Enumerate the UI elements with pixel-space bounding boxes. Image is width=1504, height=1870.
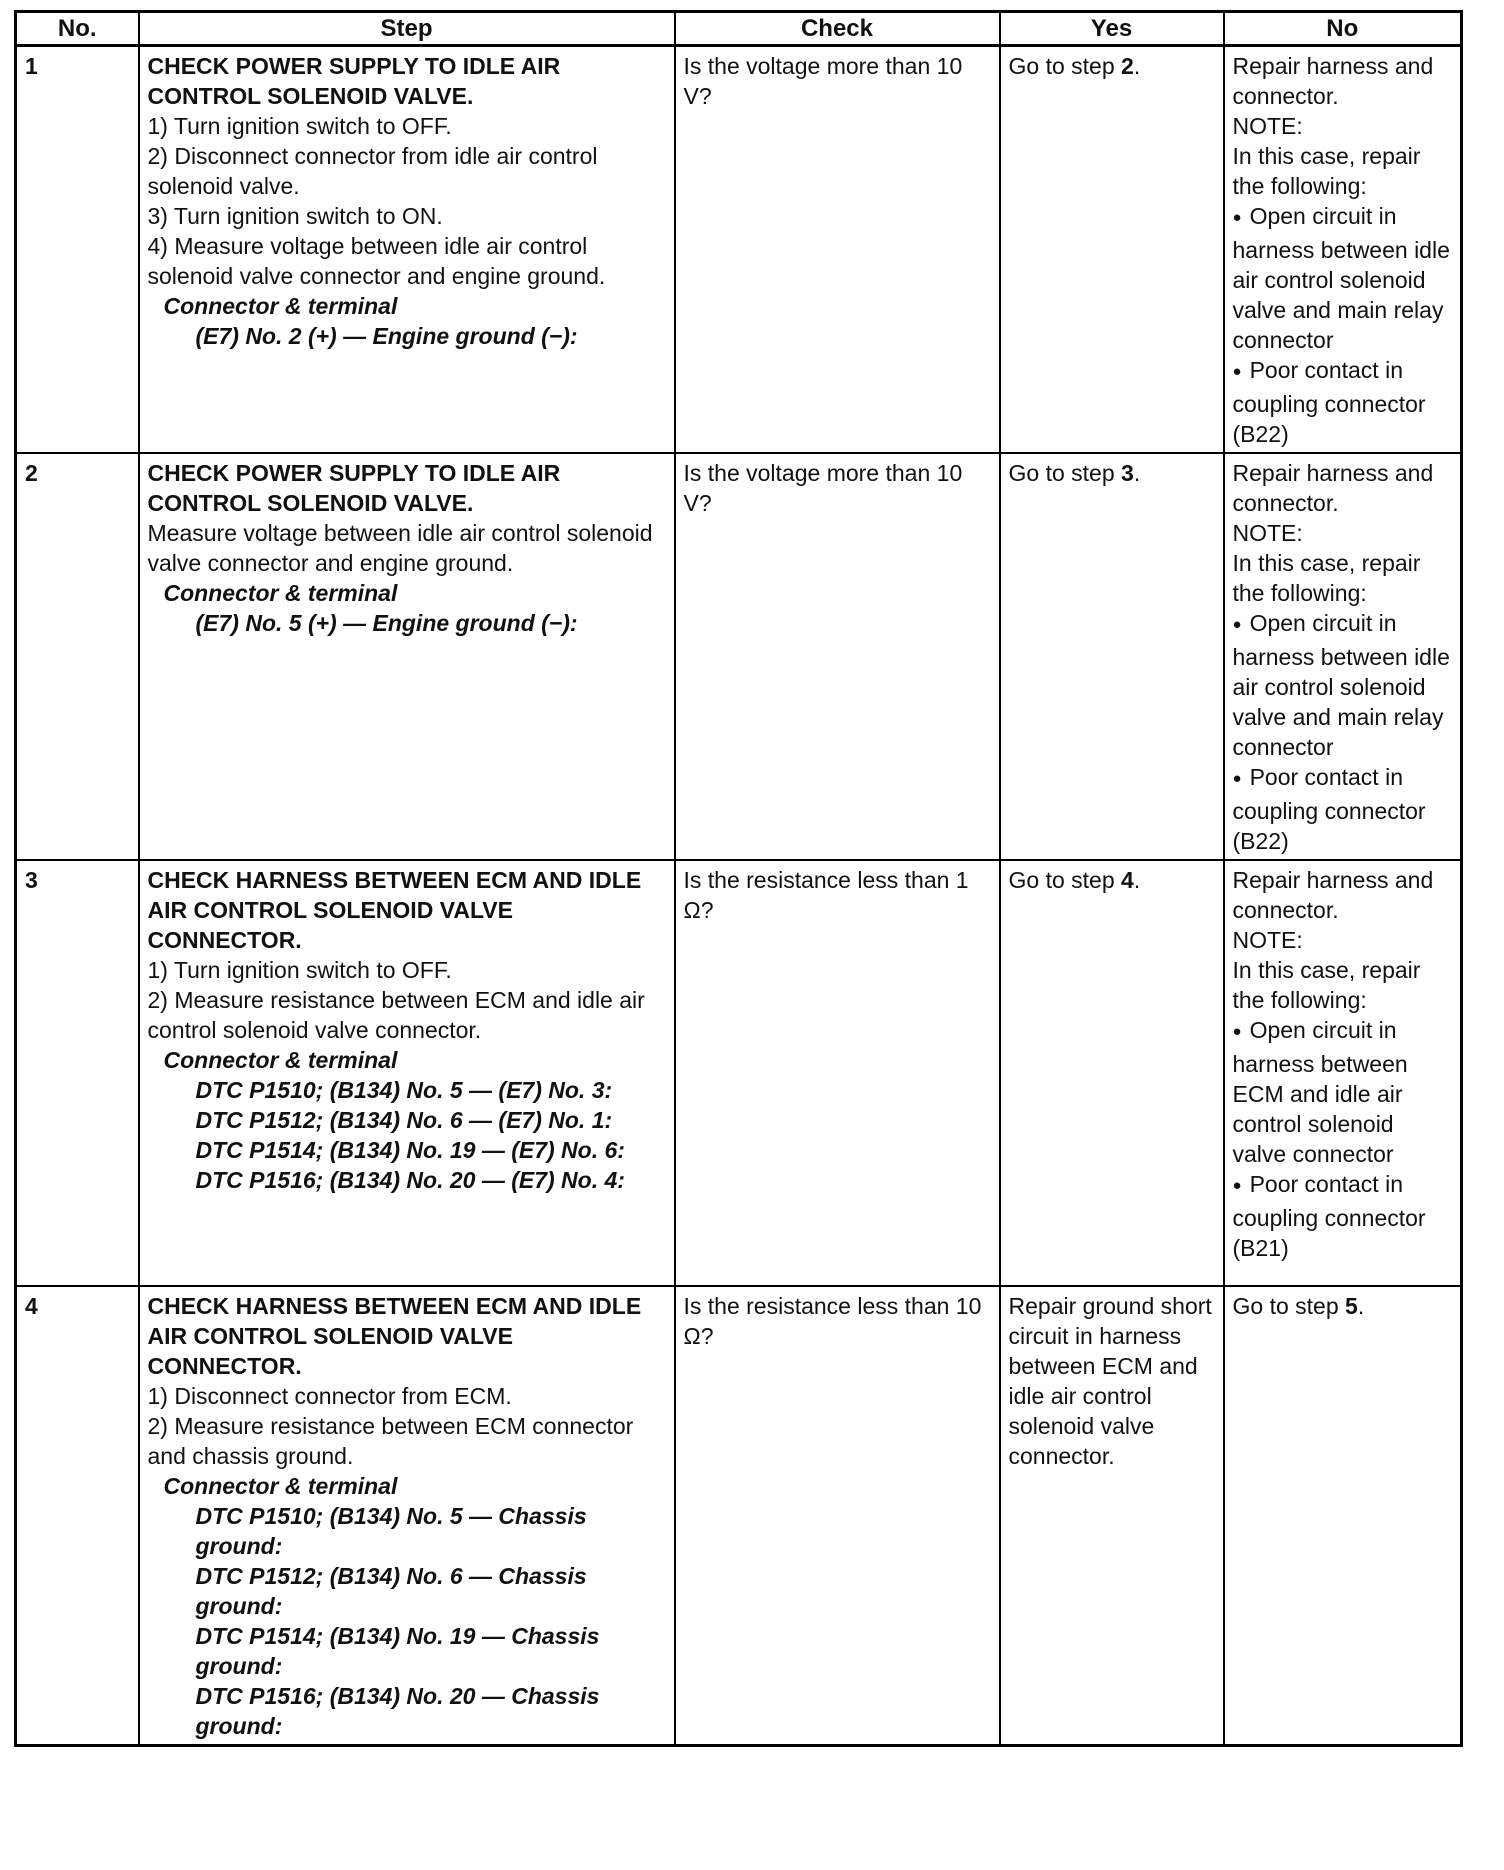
header-step: Step [139,12,675,46]
connector-terminal-label: Connector & terminal [163,1047,398,1073]
step-line: 2) Disconnect connector from idle air control solenoid valve. [147,143,598,199]
step-title: CHECK POWER SUPPLY TO IDLE AIR CONTROL SOLENOID VALVE. [147,460,561,516]
no-cell [1224,46,1462,454]
bullet-item: ● Open circuit in harness between idle air control solenoid valve and main relay connector [1233,608,1454,762]
check-cell: Is the voltage more than 10 V? [675,46,1000,454]
step-line: 3) Turn ignition switch to ON. [147,203,443,229]
table-row [16,453,1462,860]
terminal-spec: DTC P1512; (B134) No. 6 — Chassis ground: [195,1563,587,1619]
step-line: 1) Turn ignition switch to OFF. [147,957,452,983]
step-title: CHECK HARNESS BETWEEN ECM AND IDLE AIR CONTROL SOLENOID VALVE CONNECTOR. [147,1293,642,1379]
no-cell [1224,860,1462,1286]
check-cell: Is the resistance less than 1 Ω? [675,860,1000,1286]
step-cell [139,860,675,1286]
header-no-result: No [1224,12,1462,46]
check-cell: Is the resistance less than 10 Ω? [675,1286,1000,1746]
terminal-spec: DTC P1512; (B134) No. 6 — (E7) No. 1: [195,1107,613,1133]
header-no: No. [16,12,139,46]
no-action: Repair harness and connector. [1232,53,1434,109]
header-row [16,12,1462,46]
terminal-spec: DTC P1514; (B134) No. 19 — (E7) No. 6: [195,1137,625,1163]
step-title: CHECK POWER SUPPLY TO IDLE AIR CONTROL SOLENOID VALVE. [147,53,561,109]
no-action: Repair harness and connector. [1232,460,1434,516]
step-line: 2) Measure resistance between ECM and idle air control solenoid valve connector. [147,987,645,1043]
step-line: Measure voltage between idle air control solenoid valve connector and engine ground. [147,520,653,576]
no-prefix: Go to step [1232,1293,1346,1319]
step-cell [139,1286,675,1746]
no-step-number: 5 [1345,1293,1358,1319]
step-cell [139,453,675,860]
note-label: NOTE: [1232,113,1303,139]
bullet-item: ● Poor contact in coupling connector (B21) [1233,1169,1454,1263]
yes-cell: Repair ground short circuit in harness between ECM and idle air control solenoid valve connector. [1000,1286,1224,1746]
yes-suffix: . [1133,867,1141,893]
terminal-spec: (E7) No. 2 (+) — Engine ground (−): [195,323,578,349]
step-line: 2) Measure resistance between ECM connector and chassis ground. [147,1413,634,1469]
terminal-spec: DTC P1514; (B134) No. 19 — Chassis ground: [195,1623,600,1679]
row-number: 1 [16,46,139,454]
table-row [16,860,1462,1286]
terminal-spec: (E7) No. 5 (+) — Engine ground (−): [195,610,578,636]
note-text: In this case, repair the following: [1232,957,1421,1013]
terminal-spec: DTC P1510; (B134) No. 5 — (E7) No. 3: [195,1077,613,1103]
bullet-item: ● Open circuit in harness between ECM and idle air control solenoid valve connector [1233,1015,1454,1169]
note-label: NOTE: [1232,927,1303,953]
header-yes: Yes [1000,12,1224,46]
row-number: 4 [16,1286,139,1746]
row-number: 3 [16,860,139,1286]
step-title: CHECK HARNESS BETWEEN ECM AND IDLE AIR CONTROL SOLENOID VALVE CONNECTOR. [147,867,642,953]
yes-prefix: Go to step [1008,53,1122,79]
no-cell [1224,1286,1462,1746]
table-row [16,1286,1462,1746]
no-suffix: . [1357,1293,1365,1319]
yes-suffix: . [1133,460,1141,486]
no-action: Repair harness and connector. [1232,867,1434,923]
check-cell: Is the voltage more than 10 V? [675,453,1000,860]
step-cell [139,46,675,454]
note-text: In this case, repair the following: [1232,143,1421,199]
no-cell [1224,453,1462,860]
connector-terminal-label: Connector & terminal [163,580,398,606]
row-number: 2 [16,453,139,860]
yes-step-number: 4 [1121,867,1134,893]
bullet-item: ● Open circuit in harness between idle air control solenoid valve and main relay connector [1233,201,1454,355]
terminal-spec: DTC P1510; (B134) No. 5 — Chassis ground: [195,1503,587,1559]
step-line: 1) Turn ignition switch to OFF. [147,113,452,139]
note-label: NOTE: [1232,520,1303,546]
connector-terminal-label: Connector & terminal [163,293,398,319]
yes-prefix: Go to step [1008,867,1122,893]
header-check: Check [675,12,1000,46]
diagnostic-table [14,10,1463,1747]
yes-cell [1000,46,1224,454]
bullet-item: ● Poor contact in coupling connector (B22) [1233,355,1454,449]
yes-cell [1000,453,1224,860]
yes-cell [1000,860,1224,1286]
yes-step-number: 2 [1121,53,1134,79]
terminal-spec: DTC P1516; (B134) No. 20 — (E7) No. 4: [195,1167,625,1193]
step-line: 1) Disconnect connector from ECM. [147,1383,512,1409]
step-line: 4) Measure voltage between idle air control solenoid valve connector and engine ground. [147,233,606,289]
connector-terminal-label: Connector & terminal [163,1473,398,1499]
note-text: In this case, repair the following: [1232,550,1421,606]
terminal-spec: DTC P1516; (B134) No. 20 — Chassis ground: [195,1683,600,1739]
yes-prefix: Go to step [1008,460,1122,486]
yes-suffix: . [1133,53,1141,79]
bullet-item: ● Poor contact in coupling connector (B22) [1233,762,1454,856]
yes-step-number: 3 [1121,460,1134,486]
table-row [16,46,1462,454]
